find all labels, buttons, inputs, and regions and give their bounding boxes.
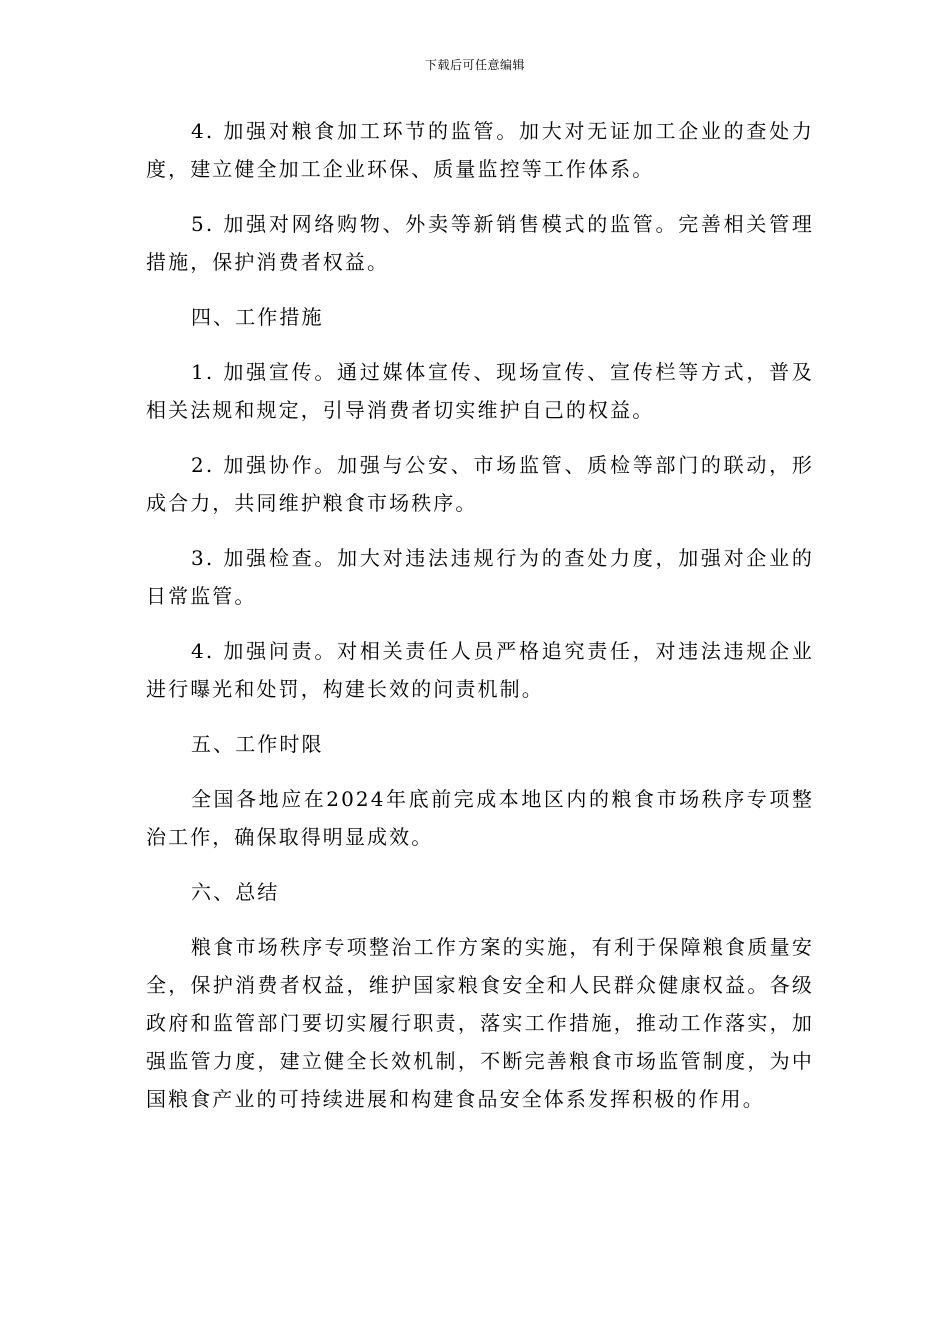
section-heading-summary: 六、总结: [191, 880, 280, 904]
paragraph-measure-4: 4. 加强问责。对相关责任人员严格追究责任，对违法违规企业进行曝光和处罚，构建长效的问责机制。: [146, 639, 814, 701]
section-heading-measures: 四、工作措施: [191, 305, 324, 329]
page-header: 下载后可任意编辑: [424, 58, 525, 72]
paragraph-deadline: 全国各地应在2024年底前完成本地区内的粮食市场秩序专项整治工作，确保取得明显成效。: [146, 787, 814, 849]
paragraph-item-5-online: 5. 加强对网络购物、外卖等新销售模式的监管。完善相关管理措施，保护消费者权益。: [146, 212, 814, 274]
paragraph-summary: 粮食市场秩序专项整治工作方案的实施，有利于保障粮食质量安全，保护消费者权益，维护国家粮食安全和人民群众健康权益。各级政府和监管部门要切实履行职责，落实工作措施，推动工作落实，加强监管力度，建立健全长效机制，不断完善粮食市场监管制度，为中国粮食产业的可持续进展和构建食品安全体系发挥积极的作用。: [146, 935, 814, 1111]
section-heading-deadline: 五、工作时限: [191, 732, 324, 756]
paragraph-measure-3: 3. 加强检查。加大对违法违规行为的查处力度，加强对企业的日常监管。: [146, 546, 814, 608]
paragraph-measure-1: 1. 加强宣传。通过媒体宣传、现场宣传、宣传栏等方式，普及相关法规和规定，引导消费者切实维护自己的权益。: [146, 360, 814, 422]
document-body: [146, 112, 814, 1135]
paragraph-measure-2: 2. 加强协作。加强与公安、市场监管、质检等部门的联动，形成合力，共同维护粮食市场秩序。: [146, 453, 814, 515]
paragraph-item-4-processing: 4. 加强对粮食加工环节的监管。加大对无证加工企业的查处力度，建立健全加工企业环保、质量监控等工作体系。: [146, 119, 814, 181]
